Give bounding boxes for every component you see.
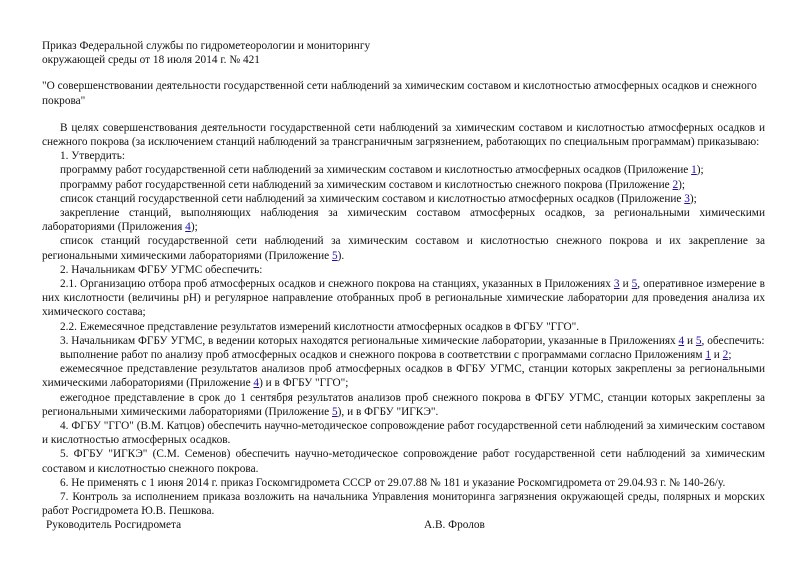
item-3-a (42, 348, 765, 362)
item-3-c-text: ежегодное представление в срок до 1 сентября результатов анализов проб снежного покрова в ФГБУ УГМС, станции которых закреплены за региональными химическими лабораториями (Приложение (42, 391, 765, 418)
item-1-d (42, 206, 765, 234)
item-3-c-tail: ), и в ФГБУ "ИГКЭ". (337, 405, 439, 418)
appendix-5-link[interactable]: 5 (695, 334, 702, 347)
appendix-5-link[interactable]: 5 (332, 405, 338, 418)
item-1-d-text: закрепление станций, выполняющих наблюдения за химическим составом атмосферных осадков, за региональными химическими лабораториями (Приложения (42, 207, 765, 234)
appendix-3-link[interactable]: 3 (684, 192, 690, 205)
item-1-e-tail: ). (337, 249, 345, 262)
document-title: "О совершенствовании деятельности государственной сети наблюдений за химическим составом и кислотностью атмосферных осадков и снежного покрова" (42, 80, 757, 107)
appendix-4-link[interactable]: 4 (185, 221, 191, 234)
item-1-a-text: программу работ государственной сети наблюдений за химическим составом и кислотностью атмосферных осадков (Приложение (60, 164, 692, 177)
item-3-a-and: и (710, 349, 723, 362)
header-line-2: окружающей среды от 18 июля 2014 г. № 421 (42, 54, 260, 67)
intro-paragraph: В целях совершенствования деятельности государственной сети наблюдений за химическим составом и кислотностью атмосферных осадков и снежного покрова (за исключением станций наблюдений за трансграничным загрязнением, работающих по специальным программам) приказываю: (42, 121, 765, 149)
appendix-1-link[interactable]: 1 (705, 349, 711, 362)
item-1-e-text: список станций государственной сети наблюдений за химическим составом и кислотностью снежного покрова и их закрепление за региональными химическими лабораториями (Приложение (42, 235, 765, 262)
appendix-4-link[interactable]: 4 (678, 334, 685, 347)
appendix-1-link[interactable]: 1 (691, 164, 697, 177)
item-1-c-text: список станций государственной сети наблюдений за химическим составом и кислотностью атмосферных осадков (Приложение (60, 192, 685, 205)
document-body (42, 121, 765, 519)
item-1-a (42, 163, 765, 177)
document-header (42, 39, 765, 67)
item-3-a-tail: ; (728, 349, 732, 362)
signatory-name: А.В. Фролов (424, 519, 485, 531)
item-1-d-tail: ); (190, 221, 198, 234)
appendix-2-link[interactable]: 2 (672, 178, 679, 191)
item-3-text: 3. Начальникам ФГБУ УГМС, в ведении которых находятся региональные химические лаборатории, указанные в Приложениях (60, 334, 679, 347)
item-1-a-tail: ); (696, 164, 704, 177)
item-2-1 (42, 277, 765, 320)
appendix-3-link[interactable]: 3 (613, 278, 620, 291)
item-2: 2. Начальникам ФГБУ УГМС обеспечить: (60, 263, 263, 276)
item-3-c (42, 391, 765, 419)
item-1-c-tail: ); (689, 192, 697, 205)
item-1: 1. Утвердить: (60, 150, 126, 163)
appendix-5-link[interactable]: 5 (631, 278, 638, 291)
item-1-b-text: программу работ государственной сети наблюдений за химическим составом и кислотностью снежного покрова (Приложение (60, 178, 673, 191)
item-2-2: 2.2. Ежемесячное представление результатов измерений кислотности атмосферных осадков в ФГБУ "ГГО". (60, 320, 580, 333)
signature-block (46, 518, 765, 532)
item-3-b (42, 362, 765, 390)
signatory-position: Руководитель Росгидромета (46, 519, 182, 531)
header-line-1: Приказ Федеральной службы по гидрометеорологии и мониторингу (42, 40, 371, 52)
item-3-tail: , обеспечить: (701, 334, 765, 347)
appendix-2-link[interactable]: 2 (722, 349, 729, 362)
appendix-4-link[interactable]: 4 (253, 377, 260, 390)
item-6: 6. Не применять с 1 июня 2014 г. приказ Госкомгидромета СССР от 29.07.88 № 181 и указание Роскомгидромета от 29.04.93 г. № 140-26/у. (60, 476, 726, 489)
item-1-b-tail: ); (678, 178, 686, 191)
item-1-b (42, 178, 765, 192)
item-1-c (42, 192, 765, 206)
item-3-b-text: ежемесячное представление результатов анализов проб атмосферных осадков в ФГБУ УГМС, станции которых закреплены за региональными химическими лабораториями (Приложение (42, 363, 765, 390)
item-3-a-text: выполнение работ по анализу проб атмосферных осадков и снежного покрова в соответствии с программами согласно Приложениям (60, 349, 706, 362)
item-7: 7. Контроль за исполнением приказа возложить на начальника Управления мониторинга загрязнения окружающей среды, полярных и морских работ Росгидромета Ю.В. Пешкова. (42, 491, 765, 518)
item-2-1-and: и (619, 278, 632, 291)
appendix-5-link[interactable]: 5 (332, 249, 338, 262)
item-3-b-tail: ) и в ФГБУ "ГГО"; (259, 377, 349, 390)
item-4: 4. ФГБУ "ГГО" (В.М. Катцов) обеспечить научно-методическое сопровождение работ государственной сети наблюдений за химическим составом и кислотностью атмосферных осадков. (42, 420, 765, 447)
item-2-1-text: 2.1. Организацию отбора проб атмосферных осадков и снежного покрова на станциях, указанных в Приложениях (60, 278, 614, 291)
item-1-e (42, 234, 765, 262)
item-3 (42, 334, 765, 348)
item-3-and: и (684, 334, 696, 347)
item-2-1-tail: , оперативное измерение в них кислотности (величины pH) и регулярное направление отобранных проб в региональные химические лаборатории для проведения анализа их химического состава; (42, 278, 765, 319)
item-5: 5. ФГБУ "ИГКЭ" (С.М. Семенов) обеспечить научно-методическое сопровождение работ государственной сети наблюдений за химическим составом и кислотностью снежного покрова. (42, 448, 765, 475)
